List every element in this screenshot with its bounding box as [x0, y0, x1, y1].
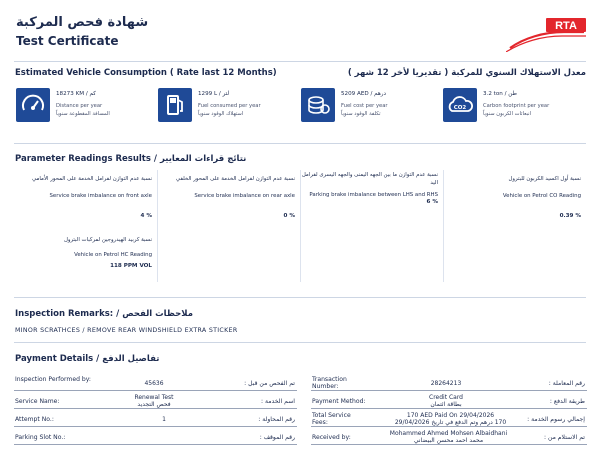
- logo-text: RTA: [555, 20, 577, 32]
- row-value: Mohammed Ahmed Mohsen Albaidhani: [389, 430, 508, 437]
- carbon-label: Carbon footprint per year: [483, 103, 550, 109]
- param-label: Vehicle on Petrol CO Reading: [502, 193, 581, 199]
- co2-cloud-icon: [443, 88, 477, 122]
- row-label: Received by:: [312, 434, 351, 441]
- row-label-ar: اسم الخدمة :: [261, 398, 295, 405]
- row-value-ar: فحص التجديد: [137, 401, 171, 408]
- table-row: [311, 430, 587, 445]
- remarks-title: [15, 309, 193, 319]
- divider: [14, 297, 586, 298]
- row-label-ar: تم الفحص من قبل :: [244, 380, 295, 387]
- table-row: [14, 376, 297, 391]
- param-label-ar: نسبة عدم التوازن ما بين الجهه اليمنى والجهه اليسرى لفرامل اليد: [301, 172, 438, 186]
- parameters-title-ar: نتائج قراءات المعايير: [159, 154, 247, 164]
- param-label: Service brake imbalance on rear axle: [194, 193, 295, 199]
- param-value: 0 %: [283, 213, 295, 219]
- remarks-text: MINOR SCRATHCES / REMOVE REAR WINDSHIELD EXTRA STICKER: [15, 327, 238, 334]
- row-label-ar: رقم الموقف :: [259, 434, 295, 441]
- row-label: Attempt No.:: [15, 416, 54, 423]
- table-row: [14, 412, 297, 427]
- param-value: 6 %: [426, 199, 438, 205]
- remarks-title-ar: ملاحظات الفحص: [122, 309, 193, 319]
- payment-title-en: Payment Details /: [15, 354, 100, 364]
- param-front-axle: [12, 175, 152, 219]
- row-value: 170 AED Paid On 29/04/2026: [406, 412, 495, 419]
- carbon-card: [443, 88, 579, 122]
- payment-title-ar: تفاصيل الدفع: [102, 354, 160, 364]
- param-label: Service brake imbalance on front axle: [49, 193, 152, 199]
- param-hc-reading: [12, 236, 152, 269]
- table-row: [311, 394, 587, 409]
- table-row: [311, 412, 587, 427]
- param-label-ar: نسبة كربيد الهيدروجين لمركبات البترول: [63, 237, 152, 243]
- fuel-value: 1299 L / لتر: [198, 91, 230, 97]
- row-label-ar: رقم المعاملة :: [548, 380, 585, 387]
- row-value: Credit Card: [429, 394, 463, 401]
- row-label: Payment Method:: [312, 398, 366, 405]
- param-label: Vehicle on Petrol HC Reading: [74, 252, 152, 258]
- param-label: Parking brake imbalance between LHS and RHS: [309, 192, 438, 198]
- carbon-value: 3.2 ton / طن: [483, 91, 517, 97]
- divider: [14, 143, 586, 144]
- distance-card: [16, 88, 152, 122]
- param-label-ar: نسبة أول اكسيد الكربون للبترول: [508, 176, 581, 182]
- row-label: Total Service Fees:: [312, 412, 351, 426]
- distance-value: 18273 KM / كم: [56, 91, 96, 97]
- row-label-ar: رقم المحاولة :: [258, 416, 295, 423]
- divider: [14, 342, 586, 343]
- row-label: Transaction Number:: [312, 376, 347, 390]
- rta-logo: [506, 18, 586, 52]
- distance-label-ar: المسافة المقطوعة سنوياً: [56, 111, 110, 117]
- row-label-ar: إجمالي رسوم الخدمة :: [527, 416, 585, 423]
- cost-value: 5209 AED / درهم: [341, 91, 386, 97]
- row-value-ar: بطاقة ائتمان: [430, 401, 462, 408]
- row-value: 1: [162, 416, 166, 423]
- table-row: [14, 394, 297, 409]
- carbon-label-ar: انبعاثات الكربون سنوياً: [483, 111, 532, 117]
- row-label: Inspection Performed by:: [15, 376, 91, 383]
- title-english: Test Certificate: [16, 34, 119, 48]
- coins-icon: [301, 88, 335, 122]
- row-label: Parking Slot No.:: [15, 434, 66, 441]
- cost-card: [301, 88, 437, 122]
- title-arabic: شهادة فحص المركبة: [16, 15, 149, 30]
- remarks-title-en: Inspection Remarks: /: [15, 309, 120, 319]
- param-parking-brake: [298, 171, 438, 205]
- param-rear-axle: [155, 175, 295, 219]
- row-label-ar: طريقة الدفع :: [549, 398, 585, 405]
- param-label-ar: نسبة عدم التوازن لفرامل الخدمة على المحور الأمامي: [32, 176, 152, 182]
- param-value: 4 %: [140, 213, 152, 219]
- row-value: 28264213: [430, 380, 462, 387]
- distance-label: Distance per year: [56, 103, 103, 109]
- row-label: Service Name:: [15, 398, 60, 405]
- payment-title: [15, 354, 159, 364]
- fuel-pump-icon: [158, 88, 192, 122]
- parameters-title: [15, 154, 246, 164]
- consumption-title-ar: معدل الاستهلاك السنوي للمركبة ( تقديريا لأخر 12 شهر ): [347, 68, 586, 78]
- fuel-card: [158, 88, 294, 122]
- table-row: [14, 430, 297, 445]
- param-label-ar: نسبة عدم التوازن لفرامل الخدمة على المحور الخلفي: [175, 176, 295, 182]
- param-co-reading: [441, 175, 581, 219]
- row-value-ar: محمد احمد محسن البيضاني: [413, 437, 484, 444]
- consumption-title: Estimated Vehicle Consumption ( Rate last 12 Months): [15, 68, 277, 78]
- fuel-label: Fuel consumed per year: [198, 103, 261, 109]
- parameters-title-en: Parameter Readings Results /: [15, 154, 157, 164]
- table-row: [311, 376, 587, 391]
- svg-text:CO2: CO2: [453, 105, 467, 111]
- row-value: Renewal Test: [134, 394, 174, 401]
- fuel-label-ar: استهلاك الوقود سنوياً: [198, 111, 244, 117]
- cost-label: Fuel cost per year: [341, 103, 388, 109]
- row-value: 45636: [144, 380, 164, 387]
- speedometer-icon: [16, 88, 50, 122]
- row-label-ar: تم الاستلام من :: [543, 434, 585, 441]
- param-value: 0.39 %: [559, 213, 581, 219]
- row-value-ar: 170 درهم وتم الدفع في تاريخ 29/04/2026: [394, 419, 507, 426]
- cost-label-ar: تكلفة الوقود سنوياً: [341, 111, 381, 117]
- divider: [14, 61, 586, 62]
- param-value: 118 PPM VOL: [110, 263, 152, 269]
